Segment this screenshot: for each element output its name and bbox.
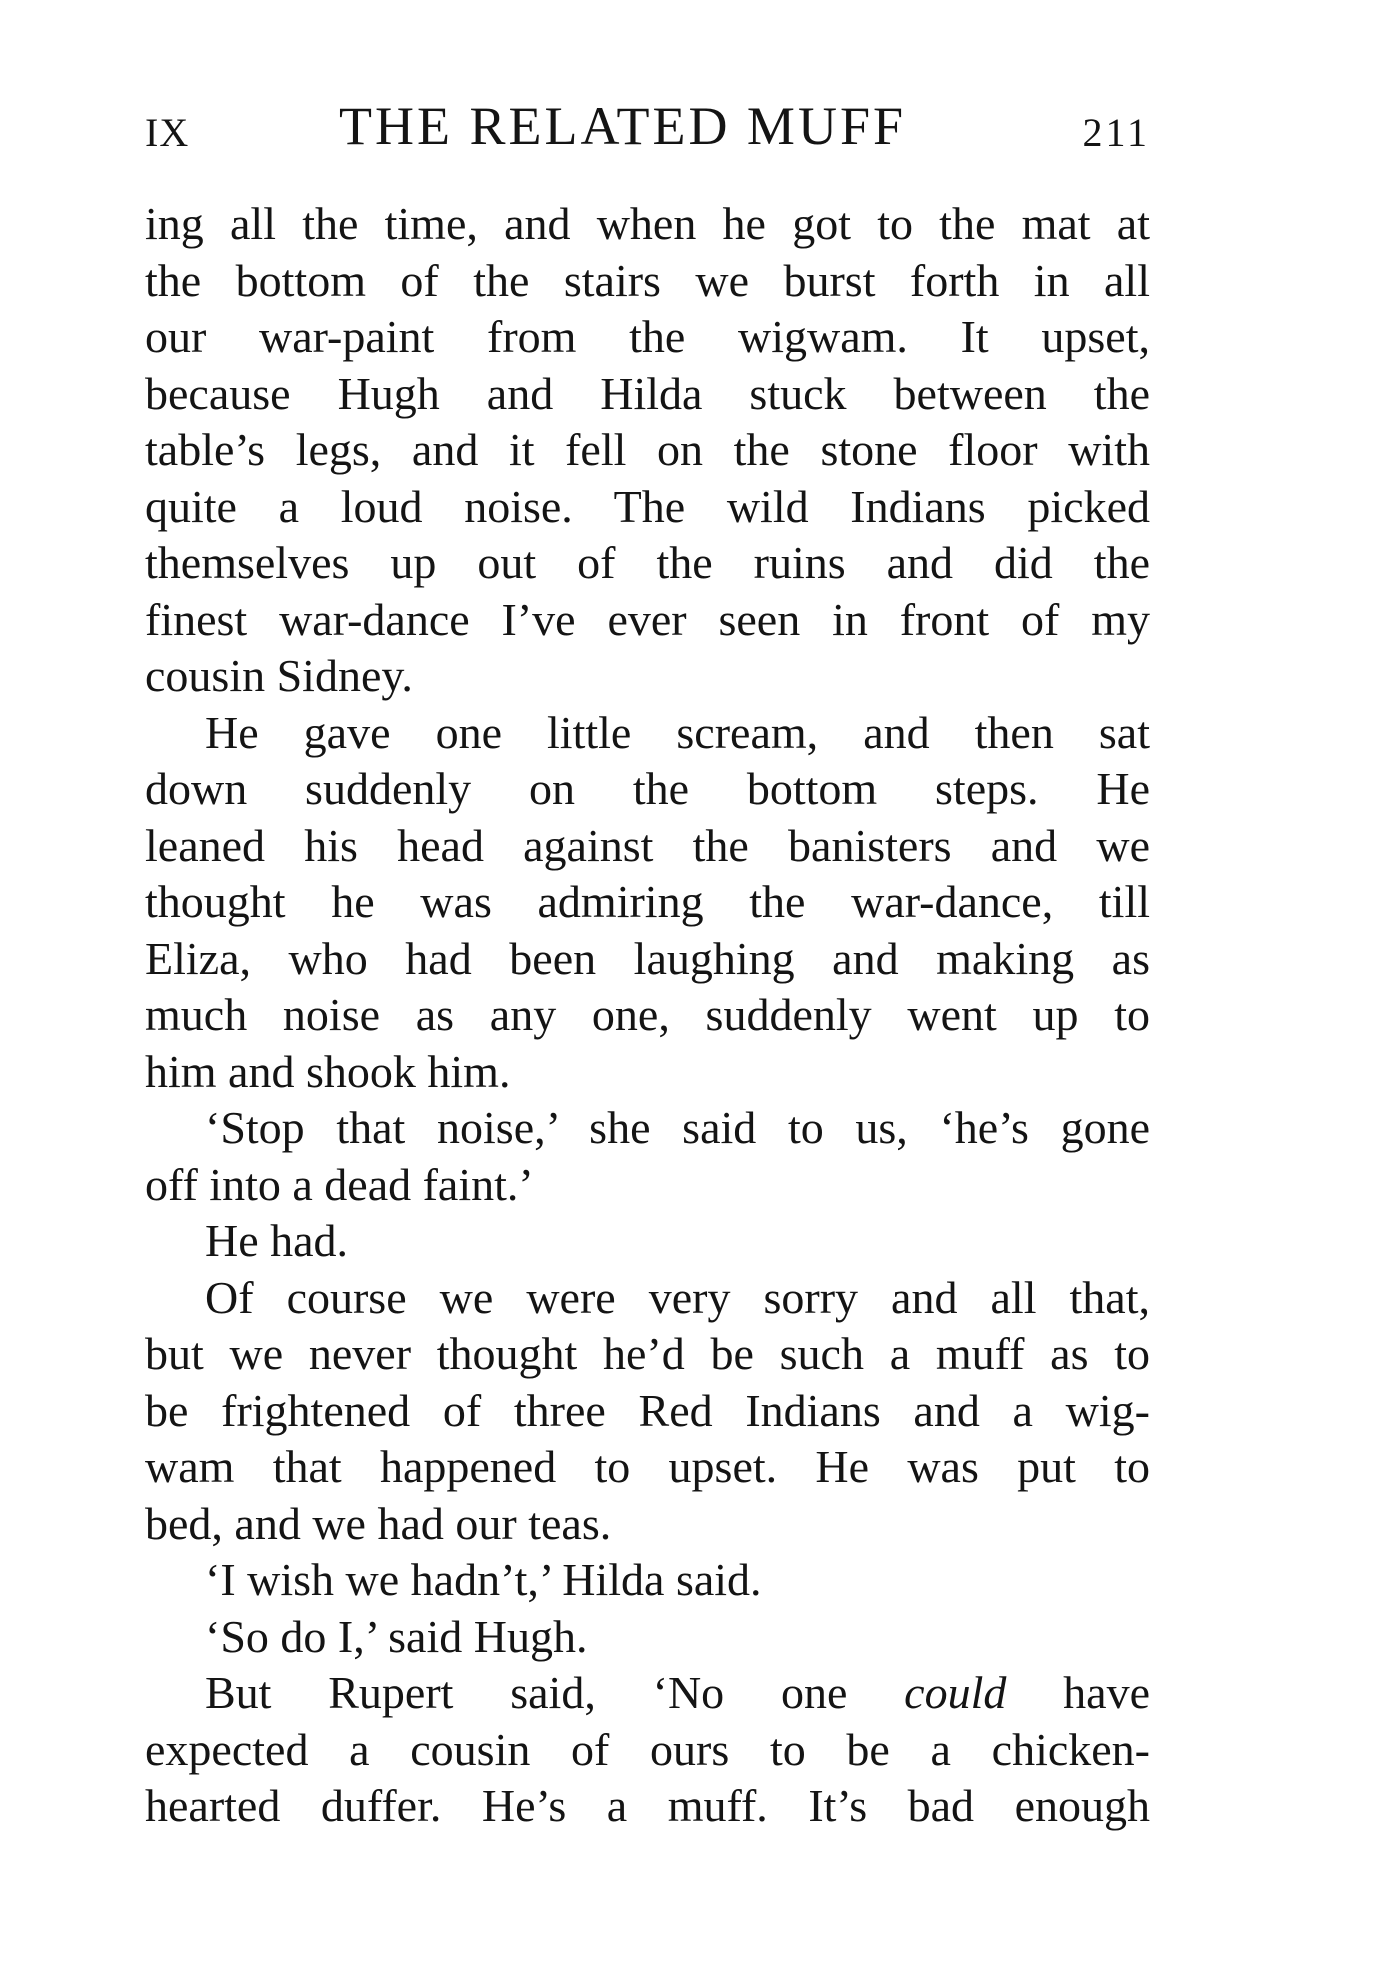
text-line: expected a cousin of ours to be a chicken- — [145, 1723, 1150, 1775]
text-line: Eliza, who had been laughing and making as — [145, 932, 1150, 984]
paragraph — [145, 705, 1150, 1101]
text-line: ‘Stop that noise,’ she said to us, ‘he’s gone — [205, 1102, 1150, 1153]
running-title: THE RELATED MUFF — [339, 96, 907, 156]
text-line: be frightened of three Red Indians and a wig- — [145, 1384, 1150, 1436]
running-head — [145, 95, 1150, 165]
text-line: ing all the time, and when he got to the mat at — [145, 198, 1150, 249]
text-line: much noise as any one, suddenly went up to — [145, 989, 1150, 1040]
text-segment: But Rupert said, ‘No one — [205, 1667, 905, 1718]
text-line: leaned his head against the banisters and we — [145, 819, 1150, 871]
text-line: him and shook him. — [145, 1045, 511, 1097]
text-line: cousin Sidney. — [145, 650, 413, 701]
body-text — [145, 196, 1150, 1835]
text-line: themselves up out of the ruins and did the — [145, 537, 1150, 588]
text-line: down suddenly on the bottom steps. He — [145, 763, 1150, 814]
text-line: ‘I wish we hadn’t,’ Hilda said. — [205, 1554, 762, 1605]
text-line: table’s legs, and it fell on the stone floor with — [145, 424, 1150, 475]
paragraph — [145, 1552, 1150, 1609]
text-line: He had. — [205, 1215, 349, 1266]
text-line: hearted duffer. He’s a muff. It’s bad enough — [145, 1780, 1150, 1831]
text-line: because Hugh and Hilda stuck between the — [145, 367, 1150, 419]
paragraph — [145, 1100, 1150, 1213]
paragraph — [145, 1609, 1150, 1666]
italic-word: could — [904, 1667, 1007, 1718]
text-line: our war-paint from the wigwam. It upset, — [145, 311, 1150, 362]
text-line: finest war-dance I’ve ever seen in front of my — [145, 593, 1150, 645]
paragraph — [145, 1665, 1150, 1835]
text-line: off into a dead faint.’ — [145, 1158, 534, 1210]
paragraph — [145, 1213, 1150, 1270]
text-line: bed, and we had our teas. — [145, 1497, 612, 1549]
text-line: wam that happened to upset. He was put to — [145, 1441, 1150, 1492]
text-line — [145, 1665, 1150, 1722]
text-line: the bottom of the stairs we burst forth in all — [145, 254, 1150, 306]
text-segment: have — [1006, 1667, 1150, 1718]
paragraph — [145, 196, 1150, 705]
text-line: He gave one little scream, and then sat — [205, 706, 1150, 758]
text-line: Of course we were very sorry and all that, — [205, 1271, 1150, 1323]
chapter-numeral: IX — [145, 110, 190, 155]
text-line: thought he was admiring the war-dance, till — [145, 876, 1150, 927]
text-line: ‘So do I,’ said Hugh. — [205, 1610, 588, 1662]
paragraph — [145, 1270, 1150, 1553]
text-line: quite a loud noise. The wild Indians picked — [145, 480, 1150, 532]
book-page — [145, 95, 1150, 1835]
text-line: but we never thought he’d be such a muff as to — [145, 1328, 1150, 1379]
page-number: 211 — [1082, 110, 1150, 155]
